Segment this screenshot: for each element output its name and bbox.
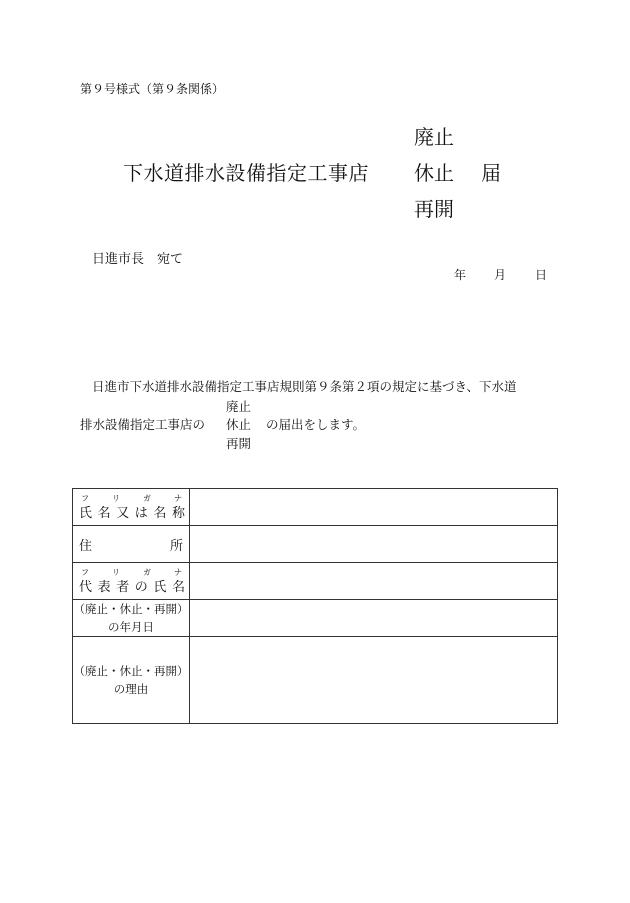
form-title: 下水道排水設備指定工事店	[123, 161, 369, 185]
title-option-abolish: 廃止	[414, 125, 454, 149]
form-number: 第９号様式（第９条関係）	[80, 82, 225, 96]
furigana-label: フ リ ガ ナ	[81, 568, 182, 577]
table-row-representative	[73, 563, 558, 600]
reason-field[interactable]	[190, 637, 558, 724]
date-day-label: 日	[535, 268, 548, 282]
title-option-resume: 再開	[414, 197, 454, 221]
reason-label-cell	[73, 637, 190, 724]
date-field[interactable]	[190, 600, 558, 637]
name-field[interactable]	[190, 489, 558, 526]
table-row-reason	[73, 637, 558, 724]
date-month-label: 月	[494, 268, 507, 282]
title-option-suspend: 休止	[414, 161, 454, 185]
furigana-label: フ リ ガ ナ	[81, 494, 182, 503]
address-field[interactable]	[190, 526, 558, 563]
address-label-cell	[73, 526, 190, 563]
address-label: 住 所	[79, 538, 183, 554]
representative-label-cell	[73, 563, 190, 600]
table-row-address	[73, 526, 558, 563]
notification-form-table	[72, 488, 558, 724]
date-label-line1: （廃止・休止・再開）	[73, 602, 189, 616]
table-row-date	[73, 600, 558, 637]
body-text-line2-prefix: 排水設備指定工事店の	[80, 417, 206, 432]
body-text-line2-suffix: の届出をします。	[266, 417, 366, 432]
date-year-label: 年	[454, 268, 467, 282]
name-label-cell	[73, 489, 190, 526]
name-label: 氏 名 又 は 名 称	[79, 506, 185, 521]
representative-field[interactable]	[190, 563, 558, 600]
reason-label-line2: の理由	[113, 682, 149, 696]
body-text-line1: 日進市下水道排水設備指定工事店規則第９条第２項の規定に基づき、下水道	[92, 379, 517, 394]
title-suffix: 届	[481, 161, 501, 185]
representative-label: 代 表 者 の 氏 名	[79, 580, 185, 595]
reason-label-line1: （廃止・休止・再開）	[73, 664, 189, 678]
addressee: 日進市長 宛て	[92, 252, 184, 267]
date-label-line2: の年月日	[108, 620, 154, 634]
body-option-abolish: 廃止	[226, 399, 252, 414]
table-row-name	[73, 489, 558, 526]
date-label-cell	[73, 600, 190, 637]
body-option-suspend: 休止	[226, 417, 252, 432]
body-option-resume: 再開	[226, 436, 252, 451]
